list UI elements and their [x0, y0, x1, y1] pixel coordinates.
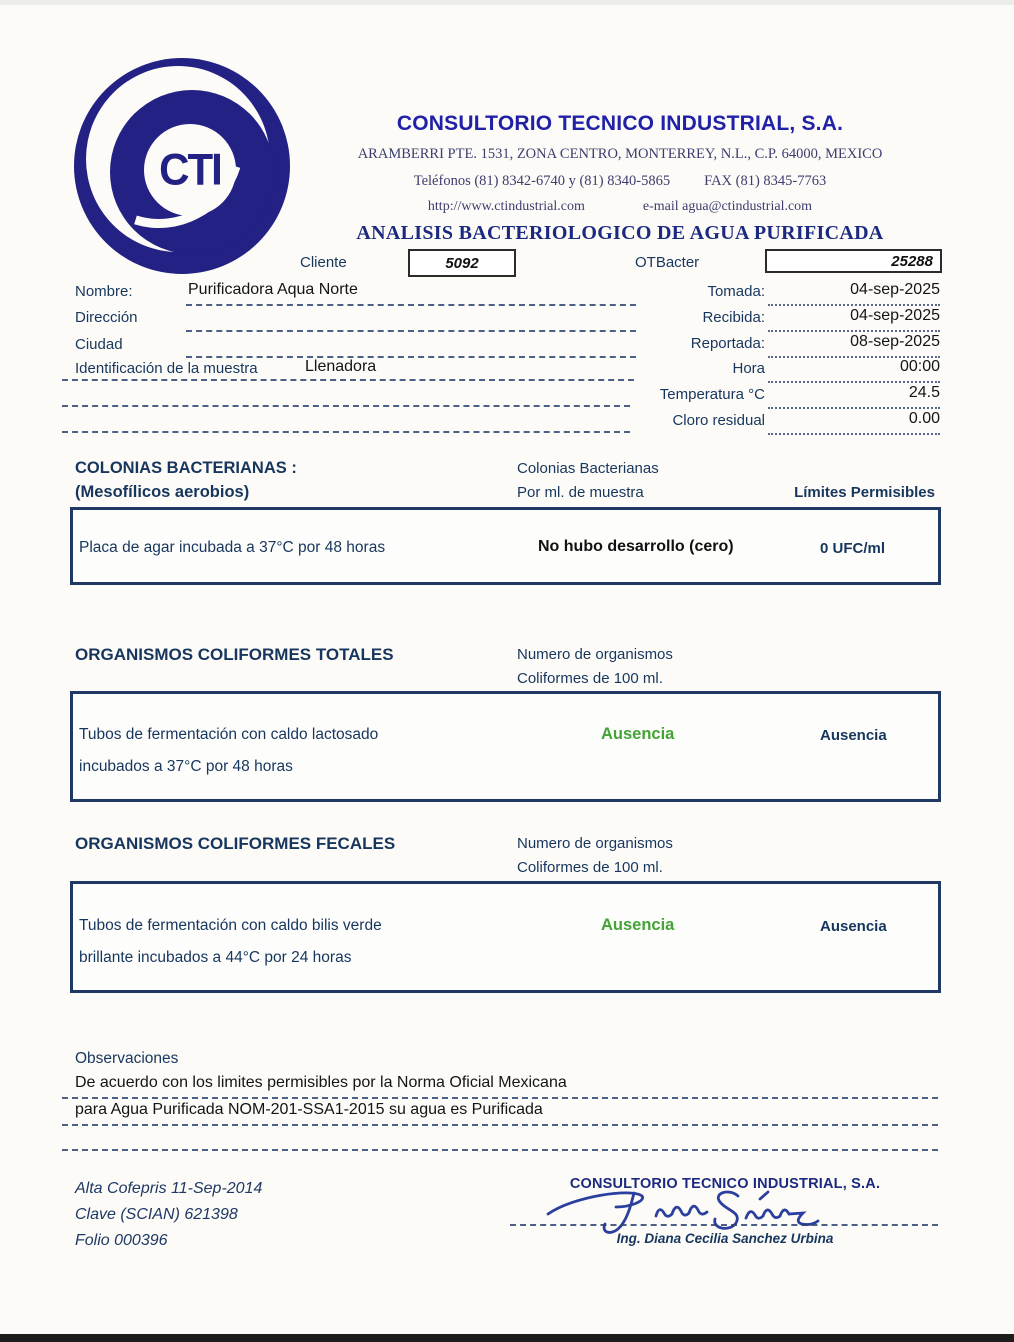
muestra-value: Llenadora [305, 358, 377, 375]
recibida-line [768, 330, 940, 332]
hora-value: 00:00 [899, 358, 940, 375]
tomada-label: Tomada: [707, 283, 765, 300]
observaciones-rule3 [62, 1149, 938, 1151]
observaciones-rule2 [62, 1124, 938, 1126]
colonias-heading-2: (Mesofílicos aerobios) [75, 483, 250, 501]
empty-line-1 [62, 405, 630, 407]
company-address: ARAMBERRI PTE. 1531, ZONA CENTRO, MONTERREY, N.L., C.P. 64000, MEXICO [357, 146, 883, 162]
scan-top-edge [0, 0, 1014, 5]
colonias-result: No hubo desarrollo (cero) [538, 538, 734, 555]
colonias-heading-1: COLONIAS BACTERIANAS : [75, 459, 297, 477]
company-email: e-mail agua@ctindustrial.com [642, 199, 813, 214]
document-title: ANALISIS BACTERIOLOGICO DE AGUA PURIFICADA [356, 222, 884, 244]
totales-colheader-1: Numero de organismos [517, 646, 673, 663]
company-phones: Teléfonos (81) 8342-6740 y (81) 8340-5865 [413, 173, 671, 189]
otbacter-number-box: 25288 [765, 249, 942, 273]
observaciones-heading: Observaciones [75, 1050, 179, 1067]
cofepris-text: Alta Cofepris 11-Sep-2014 [75, 1180, 263, 1197]
cloro-line [768, 433, 940, 435]
company-website: http://www.ctindustrial.com [427, 199, 585, 214]
scan-bottom-edge [0, 1334, 1014, 1342]
colonias-colheader-1: Colonias Bacterianas [517, 460, 659, 477]
fecales-heading: ORGANISMOS COLIFORMES FECALES [75, 834, 396, 853]
fecales-result-box [70, 881, 941, 993]
nombre-label: Nombre: [75, 283, 133, 300]
company-name: CONSULTORIO TECNICO INDUSTRIAL, S.A. [396, 112, 844, 135]
observaciones-line2: para Agua Purificada NOM-201-SSA1-2015 su agua es Purificada [75, 1101, 543, 1118]
company-fax: FAX (81) 8345-7763 [704, 173, 827, 189]
totales-method-2: incubados a 37°C por 48 horas [79, 758, 293, 775]
colonias-limit: 0 UFC/ml [820, 540, 886, 557]
nombre-line [186, 304, 636, 306]
fecales-colheader-2: Coliformes de 100 ml. [517, 859, 663, 876]
reportada-label: Reportada: [690, 335, 765, 352]
ciudad-line [186, 356, 636, 358]
folio-text: Folio 000396 [75, 1232, 168, 1249]
fecales-limit: Ausencia [820, 918, 887, 935]
recibida-value: 04-sep-2025 [850, 307, 940, 324]
reportada-value: 08-sep-2025 [850, 333, 940, 350]
cloro-value: 0.00 [908, 410, 940, 427]
empty-line-2 [62, 431, 630, 433]
totales-result: Ausencia [601, 725, 675, 743]
colonias-result-box [70, 507, 941, 585]
tomada-value: 04-sep-2025 [850, 281, 940, 298]
temperatura-line [768, 407, 940, 409]
logo-core [144, 124, 236, 216]
fecales-result: Ausencia [601, 916, 675, 934]
signer-name: Ing. Diana Cecilia Sanchez Urbina [616, 1231, 834, 1246]
limites-permisibles-header: Límites Permisibles [794, 484, 935, 501]
temperatura-value: 24.5 [908, 384, 940, 401]
direccion-label: Dirección [75, 309, 138, 326]
cti-logo-icon [74, 58, 290, 274]
observaciones-rule1 [62, 1097, 938, 1099]
muestra-label: Identificación de la muestra [75, 360, 258, 377]
tomada-line [768, 304, 940, 306]
hora-label: Hora [732, 360, 765, 377]
totales-heading: ORGANISMOS COLIFORMES TOTALES [75, 645, 394, 664]
signature-line [510, 1224, 938, 1226]
hora-line [768, 381, 940, 383]
footer-company-name: CONSULTORIO TECNICO INDUSTRIAL, S.A. [569, 1176, 881, 1192]
temperatura-label: Temperatura °C [659, 386, 765, 403]
cliente-number-box: 5092 [408, 249, 516, 277]
totales-limit: Ausencia [820, 727, 887, 744]
colonias-method: Placa de agar incubada a 37°C por 48 horas [79, 539, 386, 556]
otbacter-label: OTBacter [635, 254, 700, 271]
observaciones-line1: De acuerdo con los limites permisibles por la Norma Oficial Mexicana [75, 1074, 567, 1091]
company-phones-row [320, 173, 920, 190]
recibida-label: Recibida: [702, 309, 765, 326]
totales-result-box [70, 691, 941, 802]
totales-colheader-2: Coliformes de 100 ml. [517, 670, 663, 687]
direccion-line [186, 330, 636, 332]
cliente-label: Cliente [300, 254, 347, 271]
muestra-line [62, 379, 634, 381]
ciudad-label: Ciudad [75, 336, 123, 353]
nombre-value: Purificadora Aqua Norte [188, 281, 358, 298]
colonias-colheader-2: Por ml. de muestra [517, 484, 644, 501]
clave-text: Clave (SCIAN) 621398 [75, 1206, 238, 1223]
logo-text: CTI [159, 144, 221, 195]
cloro-label: Cloro residual [672, 412, 765, 429]
fecales-method-1: Tubos de fermentación con caldo bilis verde [79, 917, 382, 934]
totales-method-1: Tubos de fermentación con caldo lactosado [79, 726, 379, 743]
fecales-colheader-1: Numero de organismos [517, 835, 673, 852]
company-web-row [320, 199, 920, 215]
fecales-method-2: brillante incubados a 44°C por 24 horas [79, 949, 352, 966]
